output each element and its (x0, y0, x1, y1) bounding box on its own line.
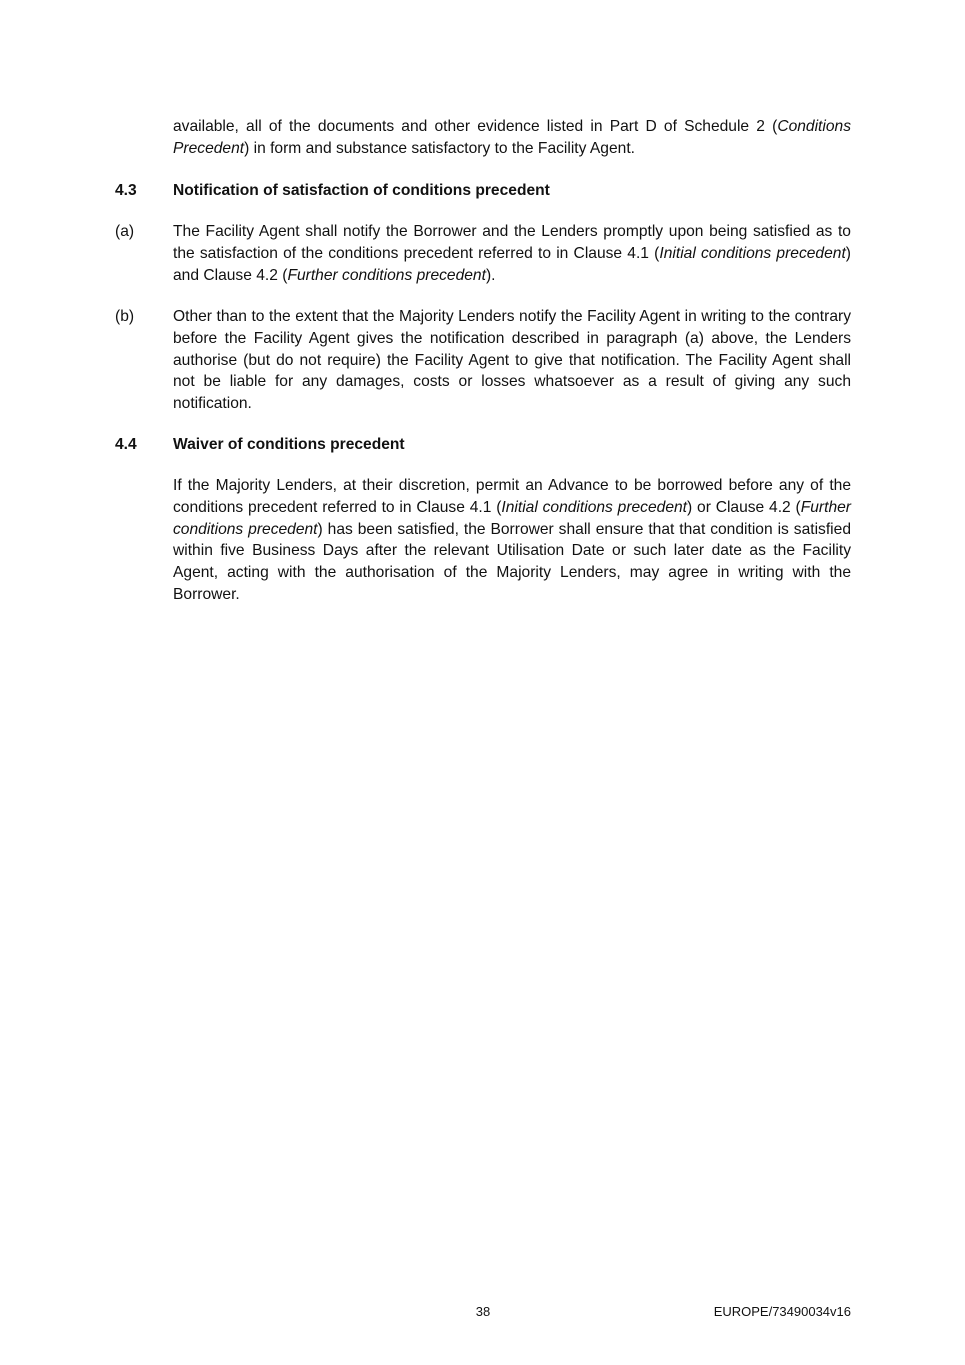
page-number: 38 (475, 1304, 491, 1319)
para-a-text-2: ) and Clause 4.2 ( (173, 244, 851, 284)
section-4-4-title: Waiver of conditions precedent (173, 436, 405, 453)
section-4-4-text-2: ) or Clause 4.2 ( (687, 498, 801, 516)
section-4-4-italic-1: Initial conditions precedent (501, 498, 688, 516)
section-4-4-text-1: If the Majority Lenders, at their discretion, permit an Advance to be borrowed before any of the conditions precedent referred to in Clause 4.1 ( (173, 477, 851, 516)
para-a-text (173, 221, 851, 286)
para-a-text-3: ). (485, 266, 496, 284)
section-4-4-number: 4.4 (115, 436, 137, 453)
para-b-text: Other than to the extent that the Majority Lenders notify the Facility Agent in writing to the contrary before the Facility Agent gives the notification described in paragraph (a) above, the Lenders authorise (but do not require) the Facility Agent to give that notification. The Facility Agent shall not be liable for any damages, costs or losses whatsoever as a result of giving any such notification. (173, 308, 851, 413)
para-a-italic-2: Further conditions precedent (287, 266, 486, 284)
continuation-italic: Conditions Precedent (173, 118, 851, 157)
section-4-3-title: Notification of satisfaction of conditions precedent (173, 182, 550, 199)
continuation-text-end: ) in form and substance satisfactory to the Facility Agent. (244, 139, 635, 157)
continuation-text: available, all of the documents and other evidence listed in Part D of Schedule 2 ( (173, 118, 778, 135)
para-a-italic-1: Initial conditions precedent (659, 244, 846, 262)
section-4-4-text-3: ) has been satisfied, the Borrower shall ensure that that condition is satisfied within five Business Days after the relevant Utilisation Date or such later date as the Facility Agent, acting with the authorisation of the Majority Lenders, may agree in writing with the Borrower. (173, 520, 851, 603)
document-reference: EUROPE/73490034v16 (713, 1304, 851, 1319)
continuation-paragraph (173, 116, 851, 160)
para-a-text-1: The Facility Agent shall notify the Borrower and the Lenders promptly upon being satisfied as to the satisfaction of the conditions precedent referred to in Clause 4.1 ( (173, 223, 851, 262)
section-4-4-italic-2: Further conditions precedent (173, 498, 851, 538)
section-4-3-number: 4.3 (115, 182, 137, 199)
para-b-label: (b) (115, 308, 135, 325)
para-a-label: (a) (115, 223, 135, 240)
section-4-4-paragraph (173, 475, 851, 606)
